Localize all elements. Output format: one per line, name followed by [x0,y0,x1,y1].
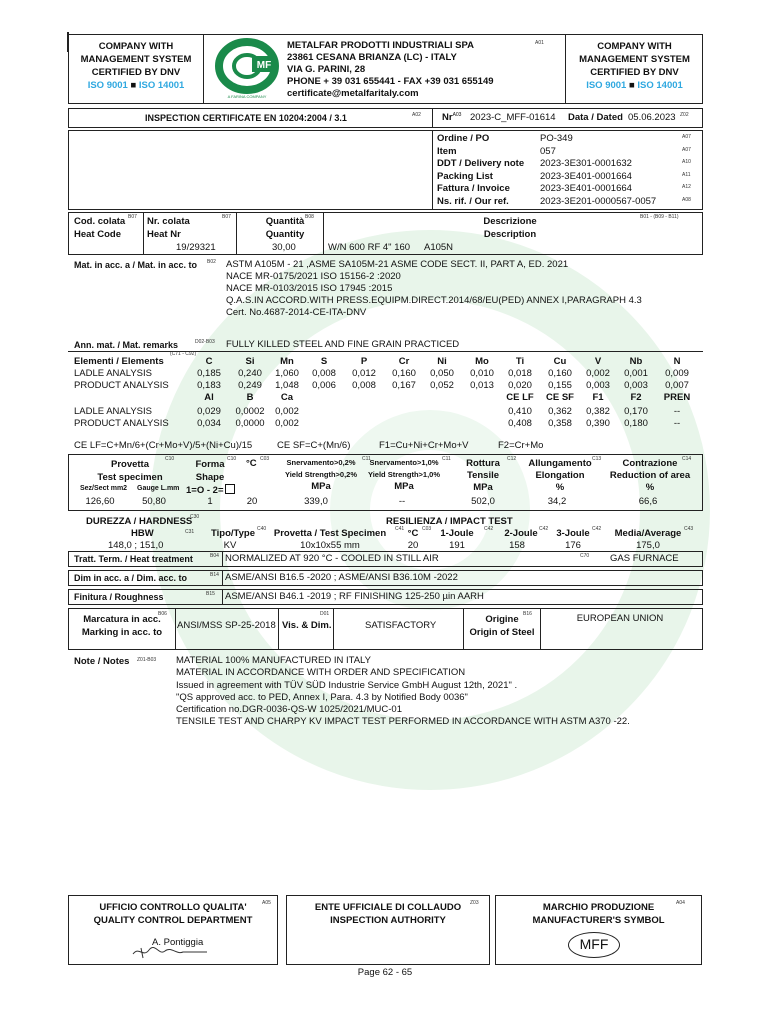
impact-code: C41 [395,526,405,532]
product-value: 0,249 [238,380,262,391]
ladle-value: 0,029 [197,406,221,417]
tensile-value: 502,0 [471,496,495,507]
tensile-value: 1 [207,496,213,507]
order-code: A11 [682,171,691,178]
impact-header: Tipo/Type [211,528,255,539]
tensile-value: 20 [246,496,258,507]
impact-header: Media/Average [614,528,682,539]
element-header: CE LF [506,392,534,403]
tensile-value: 50,80 [142,496,166,507]
product-value: 0,020 [508,380,532,391]
ladle-value: 0,160 [548,368,572,379]
impact-code: C43 [684,526,694,532]
element-header: B [246,392,254,403]
product-analysis-label: PRODUCT ANALYSIS [74,380,169,391]
element-header: Ca [280,392,294,403]
order-label: Item [437,145,457,157]
material-spec: ASTM A105M - 21 ,ASME SA105M-21 ASME CODE SECT. II, PART A, ED. 2021 NACE MR-0175/2021 ISO 15156-2 :2020 NACE MR-0103/2015 ISO 17945 :2015 Q.A.S.IN ACCORD.WITH PRESS.EQUIPM.DIRECT.2014/68/EU(PED) ANNEX I,PARAGRAPH 4.3 Cert. No.4687-2014-CE-ITA-DNV [226,259,642,318]
notes-text: MATERIAL 100% MANUFACTURED IN ITALY MATERIAL IN ACCORDANCE WITH ORDER AND SPECIFICATION Issued in agreement with TÜV SÜD Industrie Service GmbH August 12th, 2021" . "QS approved acc. to PED, Annex I, Para. 4.3 by Notified Body 0036" Certification no.DGR-0036-QS-W 1025/2021/MUC-01 TENSILE TEST AND CHARPY KV IMPACT TEST PERFORMED IN ACCORDANCE WITH ASTM A370 -22. [176,655,630,728]
order-code: A12 [682,184,691,191]
element-header: CE SF [546,392,574,403]
element-header: Si [245,356,255,367]
dim-value: ASME/ANSI B16.5 -2020 ; ASME/ANSI B36.10M -2022 [225,572,458,583]
impact-header: Provetta / Test Specimen [273,528,387,539]
product-value: 0,006 [312,380,336,391]
order-code: A10 [682,159,691,166]
impact-header: 2-Joule [504,528,538,539]
tensile-value: 339,0 [304,496,328,507]
ladle-value: 0,382 [586,406,610,417]
element-header: P [360,356,368,367]
order-label: DDT / Delivery note [437,158,525,170]
svg-text:MF: MF [256,60,272,71]
product-value: 0,034 [197,418,221,429]
product-value: 0,052 [430,380,454,391]
impact-code: C42 [592,526,602,532]
product-value: 0,007 [665,380,689,391]
impact-code: C40 [257,526,267,532]
impact-code: C42 [539,526,549,532]
order-value: 2023-3E401-0001664 [540,170,632,182]
element-header: V [594,356,602,367]
order-label: Ordine / PO [437,133,490,144]
quantity-header: Quantità Quantity [265,216,305,240]
element-header: Al [204,392,214,403]
hbw-header: HBW [131,528,154,539]
hbw-value: 148,0 ; 151,0 [108,540,164,551]
inspection-authority-title: ENTE UFFICIALE DI COLLAUDO INSPECTION AUTHORITY [314,902,462,926]
impact-value: 191 [449,540,465,551]
certificate-number: 2023-C_MFF-01614 [470,112,556,123]
mff-symbol: MFF [568,932,620,958]
element-header: Ni [437,356,447,367]
impact-header: 3-Joule [556,528,590,539]
elements-label: Elementi / Elements [74,356,164,367]
element-header: Cu [553,356,567,367]
treatment-value: NORMALIZED AT 920 °C - COOLED IN STILL AIR [225,553,439,564]
order-label: Packing List [437,170,493,182]
order-value: 057 [540,145,556,157]
impact-value: 175,0 [636,540,660,551]
hardness-label: DUREZZA / HARDNESS [86,516,193,527]
notes-label: Note / Notes [74,656,130,667]
yield-10-header: Snervamento>1,0% Yield Strength>1,0% MPa [367,458,441,492]
order-value: 2023-3E301-0001632 [540,158,632,170]
ladle-value: 0,160 [392,368,416,379]
remarks-label: Ann. mat. / Mat. remarks [74,340,179,350]
impact-value: KV [223,540,237,551]
date-label: Data / Dated [568,112,623,123]
temperature-header: °C [246,458,257,469]
element-header: Cr [398,356,410,367]
yield-02-header: Snervamento>0,2% Yield Strength>0,2% MPa [284,458,358,492]
origin-value: EUROPEAN UNION [576,613,664,624]
marking-value: ANSI/MSS SP-25-2018 [177,620,276,631]
product-value: 0,003 [586,380,610,391]
section-label: Sez/Sect mm2 [80,485,128,492]
impact-header: 1-Joule [440,528,474,539]
product-value: 0,013 [470,380,494,391]
description-grade: A105N [424,242,454,253]
treatment-label: Tratt. Term. / Heat treatment [74,554,193,564]
product-analysis-label: PRODUCT ANALYSIS [74,418,169,429]
ladle-value: 0,018 [508,368,532,379]
right-certification: COMPANY WITH MANAGEMENT SYSTEM CERTIFIED BY DNV ISO 9001 ■ ISO 14001 [579,41,690,91]
shape-options: 1=O - 2= [186,484,235,496]
impact-value: 10x10x55 mm [300,540,360,551]
elongation-header: Allungamento Elongation % [528,458,592,493]
order-label: Fattura / Invoice [437,183,510,195]
ladle-analysis-label: LADLE ANALYSIS [74,368,152,379]
element-header: F2 [630,392,642,403]
impact-code: C03 [422,526,432,532]
element-header: Nb [629,356,643,367]
ladle-value: 0,050 [430,368,454,379]
tensile-value: 34,2 [547,496,567,507]
finish-value: ASME/ANSI B46.1 -2019 ; RF FINISHING 125-250 µin AARH [225,591,484,602]
order-label: Ns. rif. / Our ref. [437,196,509,207]
company-info: METALFAR PRODOTTI INDUSTRIALI SPA 23861 CESANA BRIANZA (LC) - ITALY VIA G. PARINI, 28 PHONE + 39 031 655441 - FAX +39 031 655149 certificate@metalfaritaly.com [287,40,494,99]
heat-code-header: Cod. colata Heat Code [74,216,126,240]
shape-header: Forma Shape [195,459,225,483]
product-value: 0,155 [548,380,572,391]
tensile-header: Rottura Tensile MPa [466,458,500,493]
order-code: A07 [682,134,691,140]
product-value: 0,183 [197,380,221,391]
element-header: PREN [663,392,691,403]
description-value: W/N 600 RF 4" 160 [328,242,411,253]
left-certification: COMPANY WITH MANAGEMENT SYSTEM CERTIFIED BY DNV ISO 9001 ■ ISO 14001 [80,41,192,91]
element-header: Mo [475,356,489,367]
dim-label: Dim in acc. a / Dim. acc. to [74,573,188,583]
product-value: 0,180 [624,418,648,429]
specimen-header: Provetta Test specimen [97,459,163,483]
certificate-number-label: $Nr^{A03}$ [442,112,462,123]
element-header: Mn [280,356,294,367]
impact-value: 20 [407,540,419,551]
visual-dimensional-label: Vis. & Dim. [282,620,332,631]
element-header: S [320,356,328,367]
product-value: 0,167 [392,380,416,391]
ladle-value: 0,185 [197,368,221,379]
quantity-value: 30,00 [272,242,296,253]
ladle-value: -- [673,406,681,417]
product-value: 0,003 [624,380,648,391]
date-value: 05.06.2023 [628,112,676,123]
impact-value: 176 [565,540,581,551]
order-value: 2023-3E201-0000567-0057 [540,196,657,207]
order-value: PO-349 [540,133,573,144]
element-header: N [673,356,681,367]
origin-label: Origine Origin of Steel [469,614,535,638]
heat-nr-value: 19/29321 [176,242,216,253]
ladle-value: 0,410 [508,406,532,417]
finish-label: Finitura / Roughness [74,592,164,602]
product-value: 0,390 [586,418,610,429]
product-value: 0,408 [508,418,532,429]
quality-control-title: UFFICIO CONTROLLO QUALITA' QUALITY CONTROL DEPARTMENT [93,902,253,926]
product-value: -- [673,418,681,429]
product-value: 0,358 [548,418,572,429]
visual-result: SATISFACTORY [365,620,437,631]
signer-name: A. Pontiggia [152,937,204,948]
ladle-value: 0,362 [548,406,572,417]
certificate-title: INSPECTION CERTIFICATE EN 10204:2004 / 3.1 [145,113,347,123]
impact-value: 158 [509,540,525,551]
marking-label: Marcatura in acc. Marking in acc. to [81,614,163,638]
impact-code: C42 [484,526,494,532]
ladle-value: 0,240 [238,368,262,379]
order-value: 2023-3E401-0001664 [540,183,632,195]
ladle-value: 0,008 [312,368,336,379]
company-logo: MF A FARINA COMPANY [212,38,282,100]
element-header: C [205,356,213,367]
ladle-value: 0,009 [665,368,689,379]
element-header: F1 [592,392,604,403]
product-value: 1,048 [275,380,299,391]
material-label: Mat. in acc. a / Mat. in acc. to [74,260,198,270]
ladle-value: 0,170 [624,406,648,417]
tensile-value: 126,60 [85,496,115,507]
description-header: Descrizione Description [483,216,537,240]
impact-label: RESILIENZA / IMPACT TEST [386,516,513,527]
remarks-value: FULLY KILLED STEEL AND FINE GRAIN PRACTICED [226,339,460,350]
tensile-value: -- [398,496,406,507]
product-value: 0,008 [352,380,376,391]
tensile-value: 66,6 [638,496,658,507]
reduction-header: Contrazione Reduction of area % [609,458,691,493]
element-header: Ti [515,356,525,367]
ladle-value: 0,012 [352,368,376,379]
heat-nr-header: Nr. colata Heat Nr [147,216,190,240]
signature [125,944,215,960]
ladle-value: 0,002 [586,368,610,379]
page-number: Page 62 - 65 [357,967,413,978]
order-code: A08 [682,197,691,203]
ladle-value: 0,010 [470,368,494,379]
ladle-value: 1,060 [275,368,299,379]
ladle-analysis-label: LADLE ANALYSIS [74,406,152,417]
gauge-label: Gauge L.mm [137,485,180,492]
product-value: 0,002 [275,418,299,429]
furnace-value: GAS FURNACE [610,553,679,564]
product-value: 0,0000 [235,418,265,429]
ladle-value: 0,002 [275,406,299,417]
order-code: A07 [682,146,691,153]
impact-header: °C [407,528,419,539]
ladle-value: 0,0002 [235,406,265,417]
manufacturer-symbol-title: MARCHIO PRODUZIONE MANUFACTURER'S SYMBOL [532,902,665,926]
ladle-value: 0,001 [624,368,648,379]
